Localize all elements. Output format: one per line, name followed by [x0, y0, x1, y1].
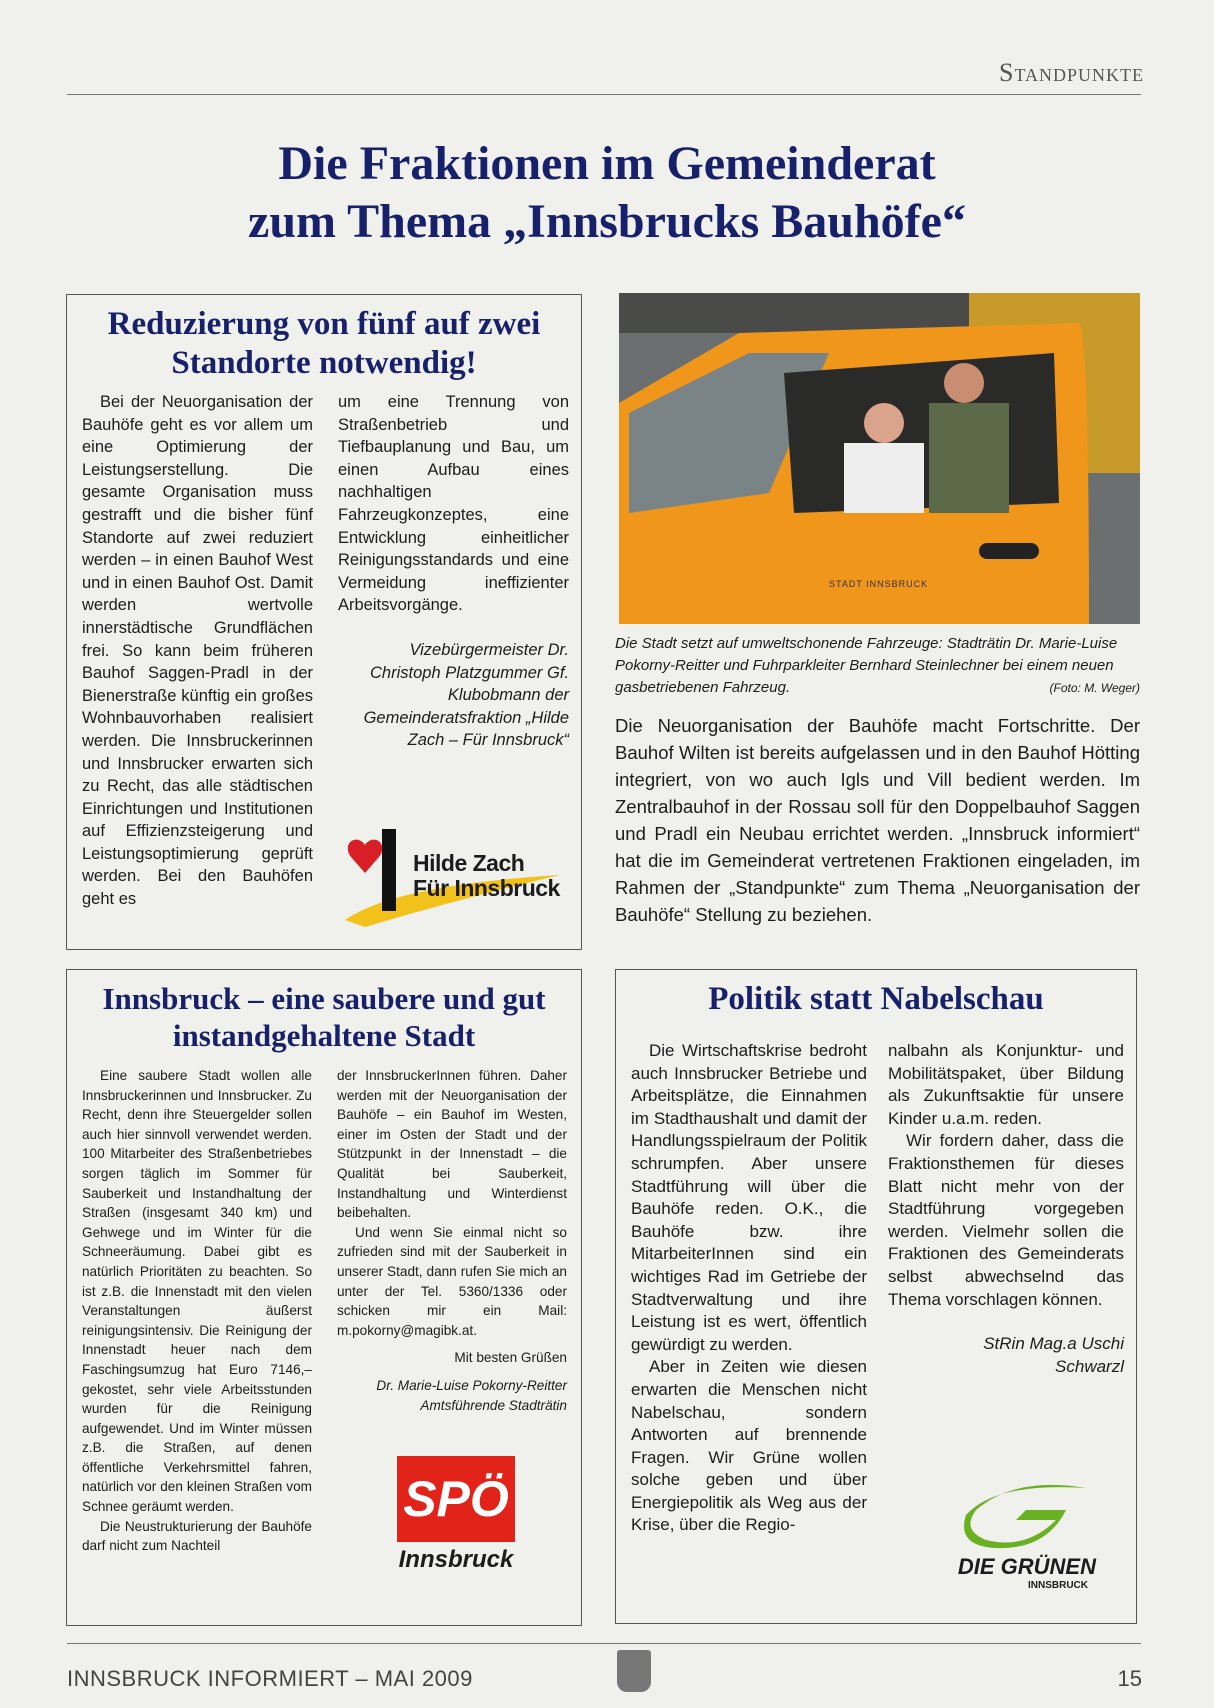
article-spoe	[66, 969, 582, 1626]
gruene-logo-text: DIE GRÜNEN	[957, 1554, 1096, 1579]
page-number: 15	[1117, 1666, 1142, 1691]
article-column-2: um eine Trennung von Straßenbetrieb und Tiefbauplanung und Bau, um einen Aufbau eines nachhaltigen Fahrzeugkonzeptes, eine Entwicklung einheitlicher Reinigungsstandards und eine Vermeidung ineffizienter Arbeitsvorgänge. Vizebürgermeister Dr. Christoph Platzgummer Gf. Klubobmann der Gemeinderatsfraktion „Hilde Zach – Für Innsbruck“	[338, 391, 569, 752]
article-heading: Politik statt Nabelschau	[708, 981, 1044, 1017]
intro-text: Die Neuorganisation der Bauhöfe macht Fortschritte. Der Bauhof Wilten ist bereits aufgelassen und in den Bauhof Hötting integriert, von wo auch Igls und Vill bedient werden. Im Zentralbauhof in der Rossau soll für den Doppelbauhof Saggen und Pradl ein Neubau errichtet werden. „Innsbruck informiert“ hat die im Gemeinderat vertretenen Fraktionen eingeladen, im Rahmen der „Standpunkte“ zum Thema „Neuorganisation der Bauhöfe“ Stellung zu beziehen.	[615, 715, 1140, 925]
photo-caption: Die Stadt setzt auf umweltschonende Fahrzeuge: Stadträtin Dr. Marie-Luise Pokorny-Reitter und Fuhrparkleiter Bernhard Steinlechner bei einem neuen gasbetriebenen Fahrzeug. (Foto: M. Weger)	[615, 633, 1140, 699]
article-gruene	[615, 969, 1137, 1624]
signature-name: Dr. Marie-Luise Pokorny-Reitter	[376, 1377, 567, 1393]
article-column-1: Bei der Neuorganisation der Bauhöfe geht es vor allem um eine Optimierung der Leistungserstellung. Die gesamte Organisation muss gestrafft und die bisher fünf Standorte auf zwei reduziert werden – in einen Bauhof West und in einen Bauhof Ost. Damit werden wertvolle innerstädtische Grundflächen frei. So kann beim früheren Bauhof Saggen-Pradl in der Bienerstraße künftig ein großes Wohnbauvorhaben realisiert werden. Die Innsbruckerinnen und Innsbrucker erwarten sich zu Recht, das alle städtischen Einrichtungen und Institutionen auf Effizienzsteigerung und Leistungsoptimierung geprüft werden. Bei den Bauhöfen geht es	[82, 393, 313, 909]
page-title	[0, 135, 1214, 251]
signature-title: Amtsführende Stadträtin	[420, 1397, 567, 1413]
gruene-logo-icon	[956, 1480, 1096, 1550]
article-column-1: Eine saubere Stadt wollen alle Innsbruckerinnen und Innsbrucker. Zu Recht, denn ihre Steuergelder sollen auch hier sinnvoll verwendet werden. 100 Mitarbeiter des Straßenbetriebes sorgen täglich im Sommer für Sauberkeit und Instandhaltung der Straßen (insgesamt 340 km) und Gehwege und im Winter für die Schneeräumung. Dabei gibt es natürlich Prioritäten zu beachten. So ist z.B. die Innenstadt mit den vielen Veranstaltungen äußerst reinigungsintensiv. Die Reinigung der Innenstadt heuer nach dem Faschingsumzug hat Euro 7146,– gekostet, sehr viele Arbeitsstunden wurden für die Reinigung aufgewendet. Und im Winter müssen z.B. die Straßen, auf denen öffentliche Verkehrsmittel fahren, natürlich vor den kleinen Straßen vom Schnee geräumt werden. Die Neustrukturierung der Bauhöfe darf nicht zum Nachteil	[82, 1068, 312, 1554]
article-column-2: nalbahn als Konjunktur- und Mobilitätspaket, über Bildung als Zukunftsaktie für unsere Kinder u.a.m. reden. Wir fordern daher, dass die Fraktionsthemen für dieses Blatt nicht mehr von der Stadtführung vorgegeben werden. Vielmehr sollen die Fraktionen des Gemeinderats selbst abwechselnd das Thema vorschlagen können. StRin Mag.a Uschi Schwarzl	[888, 1040, 1124, 1378]
article-heading: Reduzierung von fünf auf zwei Standorte notwendig!	[107, 306, 541, 381]
photo-credit: (Foto: M. Weger)	[1049, 681, 1140, 695]
signature: StRin Mag.a Uschi Schwarzl	[983, 1334, 1124, 1376]
spoe-logo-sub: Innsbruck	[398, 1546, 514, 1573]
header-rule	[67, 94, 1141, 95]
gruene-logo-sub: INNSBRUCK	[1028, 1580, 1088, 1591]
spoe-logo: SPÖ	[397, 1456, 515, 1542]
photo-vehicle	[619, 293, 1140, 624]
title-line-2: zum Thema „Innsbrucks Bauhöfe“	[248, 195, 966, 248]
section-label: Standpunkte	[998, 58, 1144, 87]
hilde-zach-logo: Hilde Zach Für Innsbruck	[335, 815, 565, 933]
signature: Vizebürgermeister Dr. Christoph Platzgummer Gf. Klubobmann der Gemeinderatsfraktion „Hilde Zach – Für Innsbruck“	[363, 640, 569, 750]
article-hilde-zach	[66, 294, 582, 950]
vehicle-lettering: STADT INNSBRUCK	[829, 579, 929, 589]
article-column-2: der InnsbruckerInnen führen. Daher werden mit der Neuorganisation der Bauhöfe – ein Bauhof im Westen, einer im Osten der Stadt und der Stützpunkt in der Innenstadt – die Qualität bei Sauberkeit, Instandhaltung und Winterdienst beibehalten. Und wenn Sie einmal nicht so zufrieden sind mit der Sauberkeit in unserer Stadt, dann rufen Sie mich an unter der Tel. 5360/1336 oder schicken mir ein Mail: m.pokorny@magibk.at. Mit besten Grüßen Dr. Marie-Luise Pokorny-Reitter Amtsführende Stadträtin	[337, 1066, 567, 1415]
article-column-1: Die Wirtschaftskrise bedroht auch Innsbrucker Betriebe und Arbeitsplätze, die Einnahmen im Stadthaushalt und damit der Handlungsspielraum der Politik schrumpfen. Aber unsere Stadtführung will über die Bauhöfe reden. O.K., die Bauhöfe bzw. ihre MitarbeiterInnen sind ein wichtiges Rad im Getriebe der Stadtverwaltung und ihre Leistung ist es wert, öffentlich gewürdigt zu werden. Aber in Zeiten wie diesen erwarten die Menschen nicht Nabelschau, sondern Antworten auf brennende Fragen. Wir Grüne wollen solche geben und über Energiepolitik als Weg aus der Krise, über die Regio-	[631, 1041, 867, 1535]
greeting: Mit besten Grüßen	[454, 1350, 567, 1366]
title-line-1: Die Fraktionen im Gemeinderat	[278, 137, 936, 190]
article-heading: Innsbruck – eine saubere und gut instandgehaltene Stadt	[102, 981, 546, 1053]
footer-publication: INNSBRUCK INFORMIERT – MAI 2009	[67, 1666, 473, 1691]
city-crest-icon	[617, 1650, 651, 1692]
footer-rule	[67, 1643, 1141, 1644]
